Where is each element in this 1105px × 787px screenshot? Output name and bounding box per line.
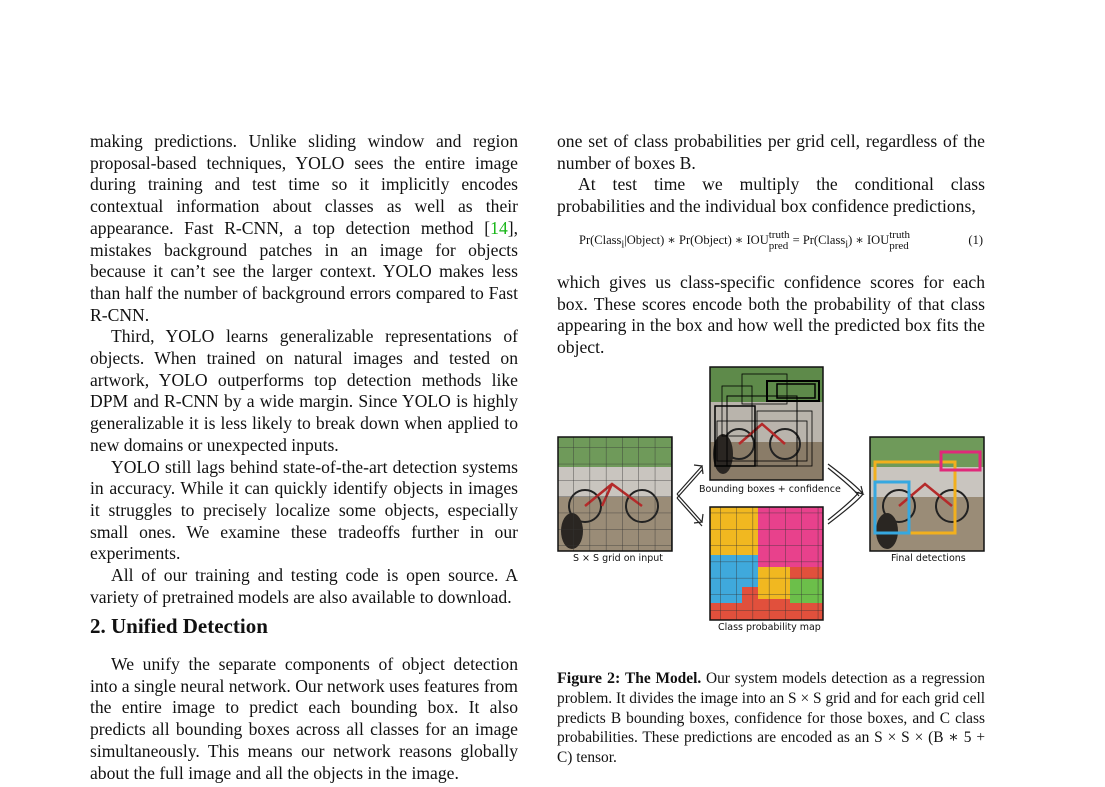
section-paragraph-1: We unify the separate components of object detection into a single neural network. Our network uses features from the entire image to predict each bounding box. It also predicts all bounding boxes across all classes for an image simultaneously. This means our network reasons globally about the full image and all the objects in the image. xyxy=(90,654,518,783)
class-probability-map xyxy=(710,507,823,620)
equation-text: Pr(Class$_i$|Object) ∗ Pr(Object) ∗ IOU truth pred = Pr(Class$_i$) ∗ IOU truth pred xyxy=(579,228,911,252)
final-detections-image xyxy=(870,437,984,551)
left-column xyxy=(90,131,518,608)
label-boxes: Bounding boxes + confidence xyxy=(699,484,841,495)
citation-link[interactable]: 14 xyxy=(490,217,508,238)
figure-diagram xyxy=(557,366,987,636)
caption-number: Figure 2: xyxy=(557,670,621,687)
caption-title: The Model. xyxy=(625,670,702,687)
bounding-boxes-image xyxy=(710,367,823,480)
equation-number: (1) xyxy=(968,232,983,247)
figure-caption xyxy=(557,669,985,768)
left-paragraph-2: Third, YOLO learns generalizable representations of objects. When trained on natural images and tested on artwork, YOLO outperforms top detection methods like DPM and R-CNN by a wide margin. Since YOLO is highly generalizable it is less likely to break down when applied to new domains or unexpected inputs. xyxy=(90,326,518,455)
iou-annotation-2: truth pred xyxy=(889,228,911,252)
section-body xyxy=(90,654,518,784)
label-probmap: Class probability map xyxy=(718,622,821,633)
right-paragraph-3: which gives us class-specific confidence scores for each box. These scores encode both the probability of that class appearing in the box and how well the predicted box fits the object. xyxy=(557,271,985,357)
equation-1 xyxy=(557,226,985,266)
label-final: Final detections xyxy=(891,553,966,564)
left-paragraph-3: YOLO still lags behind state-of-the-art detection systems in accuracy. While it can quickly identify objects in images it struggles to precisely localize some objects, especially small ones. We examine these tradeoffs further in our experiments. xyxy=(90,456,518,564)
right-paragraph-1: one set of class probabilities per grid cell, regardless of the number of boxes B. xyxy=(557,131,985,173)
left-paragraph-1: making predictions. Unlike sliding window and region proposal-based techniques, YOLO sees the entire image during training and test time so it implicitly encodes contextual information about classes as well as their appearance. Fast R-CNN, a top detection method [14], mistakes background patches in an image for objects because it can’t see the larger context. YOLO makes less than half the number of background errors compared to Fast R-CNN. xyxy=(90,131,518,325)
iou-annotation: truth pred xyxy=(768,228,790,252)
section-heading: 2. Unified Detection xyxy=(90,614,268,638)
model-figure xyxy=(557,366,987,636)
label-input: S × S grid on input xyxy=(573,553,663,564)
right-paragraph-2: At test time we multiply the conditional class probabilities and the individual box confidence predictions, xyxy=(557,174,985,217)
input-image xyxy=(558,437,672,551)
right-column xyxy=(557,131,985,359)
caption-text: Our system models detection as a regression problem. It divides the image into an S × S grid and for each grid cell predicts B bounding boxes, confidence for those boxes, and C class probabilities. These predictions are encoded as an S × S × (B ∗ 5 + C) tensor. xyxy=(557,670,985,767)
left-paragraph-4: All of our training and testing code is open source. A variety of pretrained models are also available to download. xyxy=(90,565,518,607)
